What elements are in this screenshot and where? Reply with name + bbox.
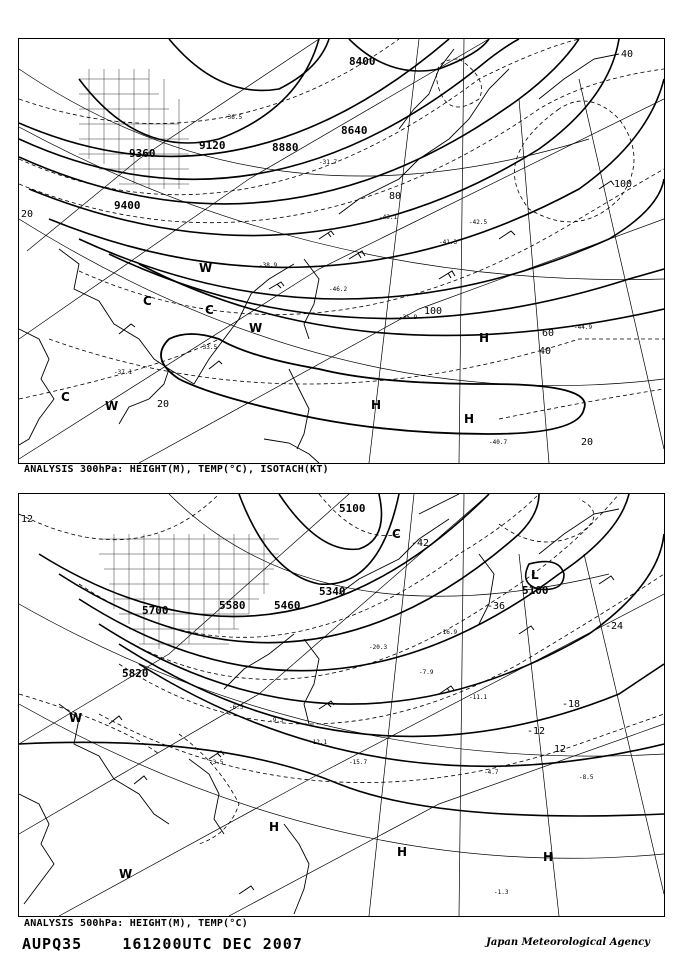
warm-center-marker: W [119, 867, 133, 881]
high-center-marker: H [371, 398, 382, 412]
station-obs: -38.9 [259, 262, 278, 269]
panel-caption-500hpa: ANALYSIS 500hPa: HEIGHT(M), TEMP(°C) [24, 918, 248, 929]
product-code: AUPQ35 [22, 935, 83, 953]
station-obs: -46.2 [329, 286, 348, 293]
station-obs: -7.9 [419, 669, 434, 676]
map-500hpa-svg [19, 494, 664, 916]
station-obs: -40.7 [489, 439, 508, 446]
height-label: 8400 [349, 55, 376, 68]
valid-time: 161200UTC DEC 2007 [122, 935, 303, 953]
agency-credit: Japan Meteorological Agency [486, 937, 650, 948]
station-obs: -16.9 [439, 629, 458, 636]
cold-center-marker: C [392, 527, 401, 541]
height-label: 5700 [142, 604, 169, 617]
height-contours [19, 494, 664, 816]
station-obs: -6.5 [229, 704, 244, 711]
station-obs: -4.7 [484, 769, 499, 776]
height-label: 9400 [114, 199, 141, 212]
station-obs: -41.3 [439, 239, 458, 246]
temp-label: -36 [487, 601, 506, 612]
isotach-20kt-closed [161, 334, 585, 434]
isotach-label: 20 [157, 399, 170, 410]
station-obs: -3.5 [209, 759, 224, 766]
station-obs: -12.1 [309, 739, 328, 746]
high-center-marker: H [397, 845, 408, 859]
station-obs: -43.1 [379, 214, 398, 221]
station-obs: -20.3 [369, 644, 388, 651]
station-obs: -9.3 [269, 717, 284, 724]
station-obs: -36.5 [224, 114, 243, 121]
isotach-label: 20 [581, 437, 594, 448]
cold-center-marker: C [61, 390, 70, 404]
station-obs: -37.1 [114, 369, 133, 376]
coastlines [19, 494, 619, 914]
station-obs: -8.5 [579, 774, 594, 781]
height-label: 5100 [522, 584, 549, 597]
high-center-marker: H [479, 331, 490, 345]
chart-header [22, 935, 303, 953]
temp-label: -18 [562, 699, 581, 710]
station-obs: -44.9 [574, 324, 593, 331]
height-label: 8640 [341, 124, 368, 137]
panel-caption-300hpa: ANALYSIS 300hPa: HEIGHT(M), TEMP(°C), ISOTACH(KT) [24, 464, 329, 475]
temp-label: 12 [21, 514, 34, 525]
isotach-label: 20 [21, 209, 34, 220]
temp-label: -24 [605, 621, 624, 632]
temp-label: 12 [554, 744, 567, 755]
cold-center-marker: C [205, 303, 214, 317]
isotach-label: 80 [389, 191, 402, 202]
station-obs: -35.9 [399, 314, 418, 321]
temp-label: -12 [527, 726, 546, 737]
warm-center-marker: W [105, 399, 119, 413]
station-obs: -1.3 [494, 889, 509, 896]
map-300hpa-svg [19, 39, 664, 463]
height-label: 9360 [129, 147, 156, 160]
height-label: 5100 [339, 502, 366, 515]
warm-center-marker: W [69, 711, 83, 725]
station-obs: -42.5 [469, 219, 488, 226]
station-obs: -33.5 [199, 344, 218, 351]
height-label: 5580 [219, 599, 246, 612]
station-obs: -15.7 [349, 759, 368, 766]
map-panel-300hpa [18, 38, 665, 464]
warm-center-marker: W [249, 321, 263, 335]
isotach-label: 100 [424, 306, 443, 317]
isotherms-dashed [19, 39, 664, 419]
isotach-label: 40 [621, 49, 634, 60]
height-label: 5820 [122, 667, 149, 680]
height-label: 5340 [319, 585, 346, 598]
low-center-marker: L [531, 568, 539, 582]
map-panel-500hpa [18, 493, 665, 917]
temp-label: -42 [411, 538, 430, 549]
cold-center-marker: C [143, 294, 152, 308]
high-center-marker: H [269, 820, 280, 834]
height-label: 5460 [274, 599, 301, 612]
station-obs: -11.1 [469, 694, 488, 701]
high-center-marker: H [543, 850, 554, 864]
isotach-label: 40 [539, 346, 552, 357]
height-label: 8880 [272, 141, 299, 154]
station-obs: -31.7 [319, 159, 338, 166]
hatched-region [79, 69, 189, 189]
warm-center-marker: W [199, 261, 213, 275]
isotach-label: 60 [542, 328, 555, 339]
height-label: 9120 [199, 139, 226, 152]
high-center-marker: H [464, 412, 475, 426]
isotach-label: 100 [614, 179, 633, 190]
hatched-region [99, 534, 279, 649]
